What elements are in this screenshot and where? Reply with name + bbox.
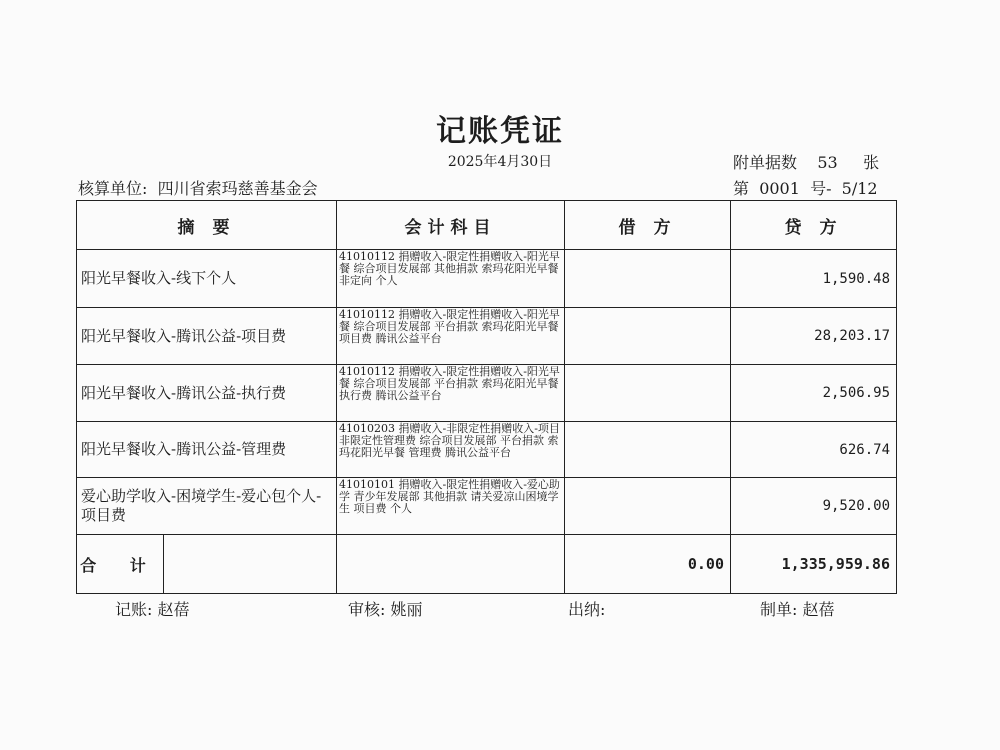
voucher-table [76,200,897,594]
preparer: 制单: 赵蓓 [760,600,835,619]
voucher-title: 记账凭证 [436,114,564,149]
row-credit: 626.74 [731,422,897,478]
voucher-date: 2025年4月30日 [447,154,553,170]
row-summary: 阳光早餐收入-腾讯公益-执行费 [77,365,337,422]
column-account: 会计科目 [337,201,565,250]
row-summary: 爱心助学收入-困境学生-爱心包个人-项目费 [77,478,337,535]
column-summary: 摘 要 [77,201,337,250]
column-credit: 贷 方 [731,201,897,250]
table-header-row [77,201,897,250]
row-account: 41010203 捐赠收入-非限定性捐赠收入-项目非限定性管理费 综合项目发展部 平台捐款 索玛花阳光早餐 管理费 腾讯公益平台 [337,422,565,478]
total-label: 合 计 [77,535,164,593]
table-row [77,478,897,535]
table-row [77,365,897,422]
row-credit: 1,590.48 [731,250,897,308]
row-summary: 阳光早餐收入-线下个人 [77,250,337,308]
row-account: 41010112 捐赠收入-限定性捐赠收入-阳光早餐 综合项目发展部 平台捐款 索玛花阳光早餐 项目费 腾讯公益平台 [337,308,565,365]
reviewer: 审核: 姚丽 [348,600,423,619]
row-account: 41010112 捐赠收入-限定性捐赠收入-阳光早餐 综合项目发展部 平台捐款 索玛花阳光早餐 执行费 腾讯公益平台 [337,365,565,422]
voucher-number: 第 0001 号- 5/12 [733,179,878,198]
attachment-count: 附单据数 53 张 [733,153,880,172]
total-debit: 0.00 [565,535,731,594]
row-account: 41010101 捐赠收入-限定性捐赠收入-爱心助学 青少年发展部 其他捐款 请关爱凉山困境学生 项目费 个人 [337,478,565,535]
total-credit: 1,335,959.86 [731,535,897,594]
accounting-unit: 核算单位: 四川省索玛慈善基金会 [78,179,318,198]
row-credit: 28,203.17 [731,308,897,365]
total-blank [164,535,336,593]
cashier: 出纳: [568,600,606,619]
row-account: 41010112 捐赠收入-限定性捐赠收入-阳光早餐 综合项目发展部 其他捐款 索玛花阳光早餐 非定向 个人 [337,250,565,308]
row-debit [565,308,731,365]
column-debit: 借 方 [565,201,731,250]
row-summary: 阳光早餐收入-腾讯公益-项目费 [77,308,337,365]
row-debit [565,422,731,478]
table-row [77,308,897,365]
total-row [77,535,897,594]
row-debit [565,478,731,535]
row-credit: 2,506.95 [731,365,897,422]
row-summary: 阳光早餐收入-腾讯公益-管理费 [77,422,337,478]
row-debit [565,250,731,308]
bookkeeper: 记账: 赵蓓 [115,600,190,619]
row-debit [565,365,731,422]
total-cell [77,535,337,594]
table-row [77,250,897,308]
total-account-blank [337,535,565,594]
row-credit: 9,520.00 [731,478,897,535]
table-row [77,422,897,478]
